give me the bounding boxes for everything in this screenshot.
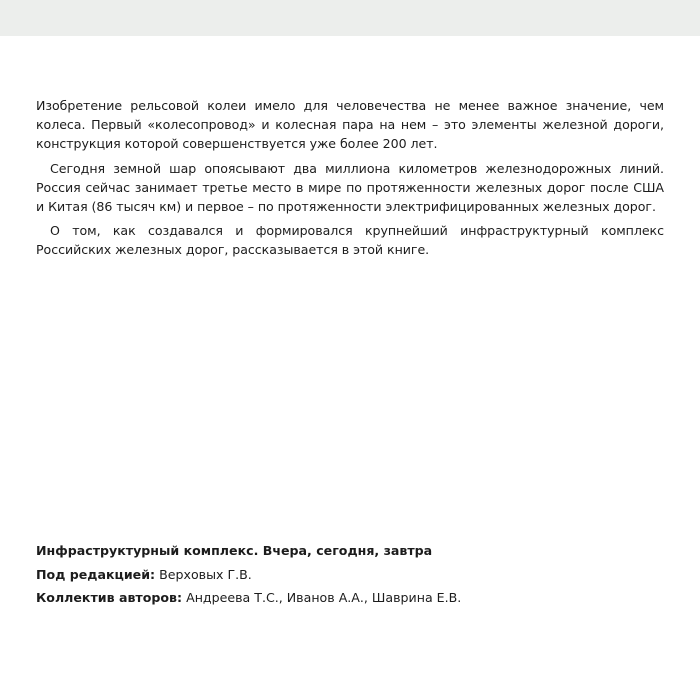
authors-label: Коллектив авторов: [36,590,183,605]
book-title: Инфраструктурный комплекс. Вчера, сегодня, завтра [36,543,433,558]
body-text [36,96,664,265]
credits-block [36,540,664,611]
paragraph-3: О том, как создавался и формировался крупнейший инфраструктурный комплекс Российских железных дорог, рассказывается в этой книге. [36,223,664,258]
paragraph-2: Сегодня земной шар опоясывают два миллиона километров железнодорожных линий. Россия сейчас занимает третье место в мире по протяженности железных дорог после США и Китая (86 тысяч км) и первое – по протяженности электрифицированных железных дорог. [36,160,664,215]
editor-line [36,564,664,586]
editor-label: Под редакцией: [36,566,156,582]
paragraph-1: Изобретение рельсовой колеи имело для человечества не менее важное значение, чем колеса. Первый «колесопровод» и колесная пара на нем – это элементы железной дороги, конструкция которой совершенствуется уже более 200 лет. [36,98,664,152]
top-shadow-band [0,0,700,36]
editor-value: Верховых Г.В. [159,566,252,582]
authors-line [36,587,664,609]
authors-value: Андреева Т.С., Иванов А.А., Шаврина Е.В. [186,590,462,605]
